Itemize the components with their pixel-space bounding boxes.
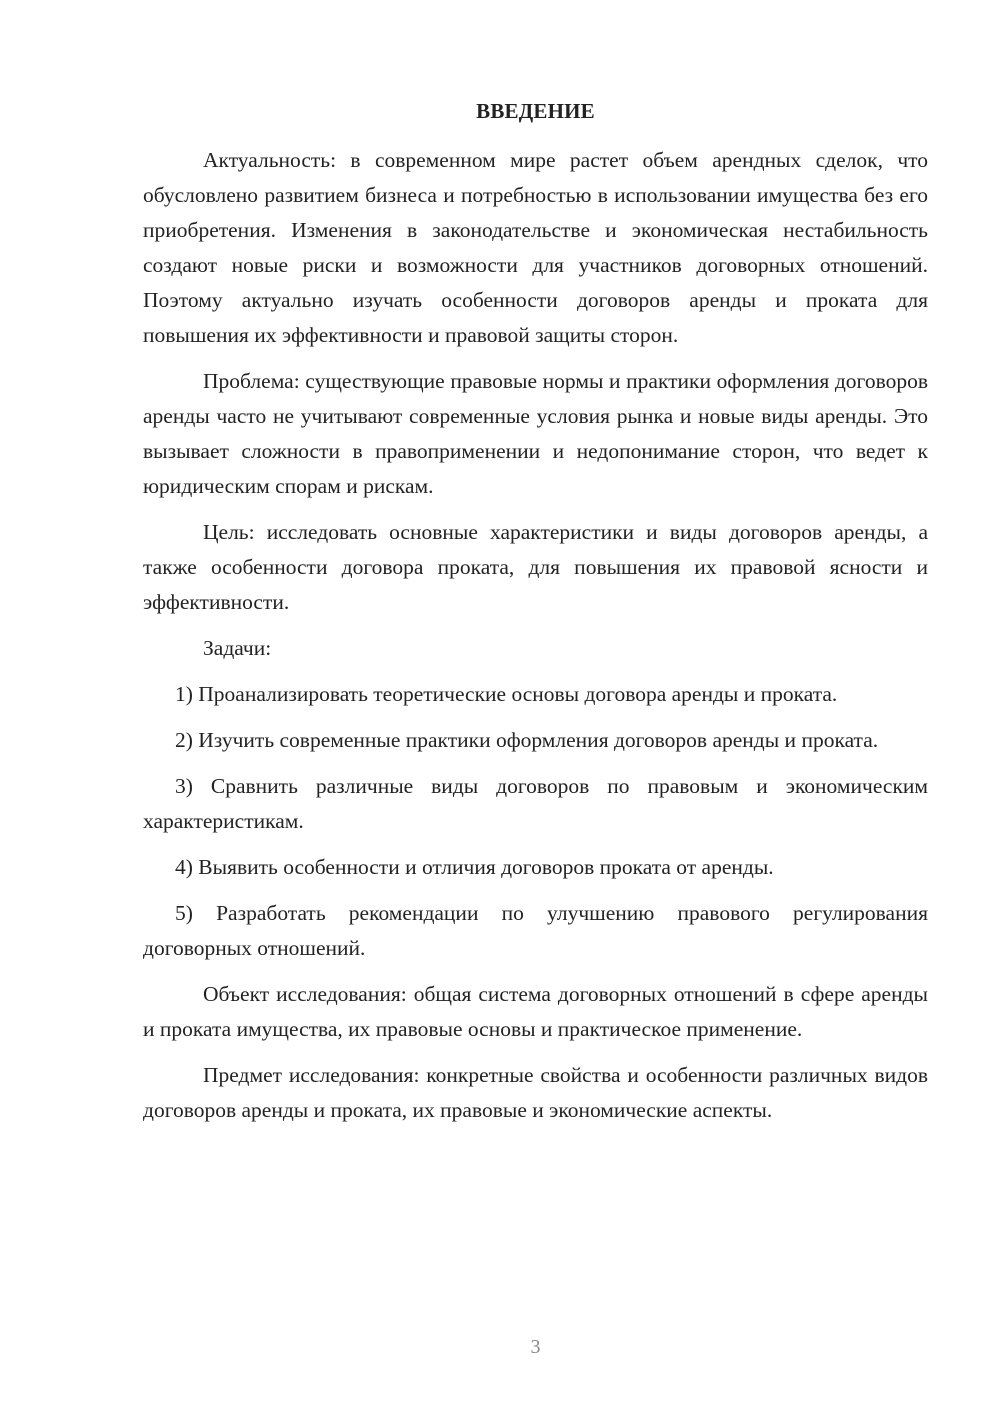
paragraph-goal: Цель: исследовать основные характеристики и виды договоров аренды, а также особенности договора проката, для повышения их правовой ясности и эффективности.: [143, 520, 928, 614]
task-item-1: 1) Проанализировать теоретические основы договора аренды и проката.: [175, 682, 838, 706]
paragraph-problem: Проблема: существующие правовые нормы и практики оформления договоров аренды часто не учитывают современные условия рынка и новые виды аренды. Это вызывает сложности в правоприменении и недопонимание сторон, что ведет к юридическим спорам и рискам.: [143, 369, 928, 498]
paragraph-relevance: Актуальность: в современном мире растет объем арендных сделок, что обусловлено развитием бизнеса и потребностью в использовании имущества без его приобретения. Изменения в законодательстве и экономическая нестабильность создают новые риски и возможности для участников договорных отношений. Поэтому актуально изучать особенности договоров аренды и проката для повышения их эффективности и правовой защиты сторон.: [143, 148, 928, 347]
page-number: 3: [530, 1336, 541, 1358]
document-page: [143, 0, 928, 1414]
task-item-4: 4) Выявить особенности и отличия договоров проката от аренды.: [175, 855, 774, 879]
page-title: ВВЕДЕНИЕ: [476, 99, 595, 123]
paragraph-object: Объект исследования: общая система договорных отношений в сфере аренды и проката имущества, их правовые основы и практическое применение.: [143, 982, 928, 1041]
document-body: [143, 143, 928, 1139]
task-item-2: 2) Изучить современные практики оформления договоров аренды и проката.: [175, 728, 879, 752]
task-item-3: 3) Сравнить различные виды договоров по правовым и экономическим характеристикам.: [143, 774, 928, 833]
tasks-heading: Задачи:: [203, 636, 272, 660]
task-item-5: 5) Разработать рекомендации по улучшению правового регулирования договорных отношений.: [143, 901, 928, 960]
paragraph-subject: Предмет исследования: конкретные свойства и особенности различных видов договоров аренды и проката, их правовые и экономические аспекты.: [143, 1063, 928, 1122]
